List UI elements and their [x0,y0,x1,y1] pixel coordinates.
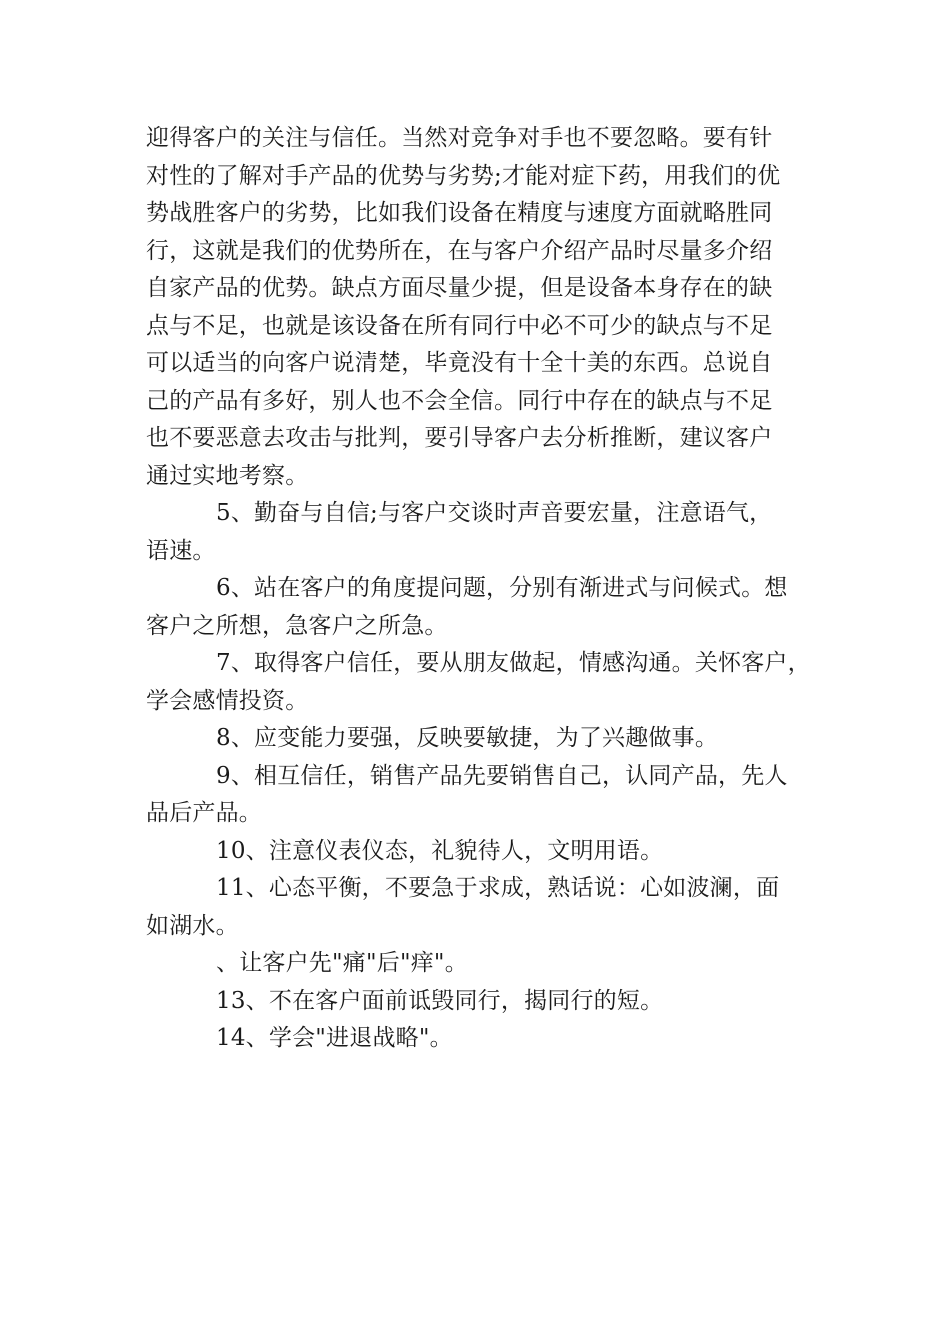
text-line: 可以适当的向客户说清楚，毕竟没有十全十美的东西。总说自 [146,350,773,376]
text-line: 也不要恶意去攻击与批判，要引导客户去分析推断，建议客户 [146,425,773,451]
text-line: 客户之所想，急客户之所急。 [146,612,448,639]
list-item-11: 11、心态平衡，不要急于求成，熟话说：心如波澜，面 [216,875,780,901]
text-line: 迎得客户的关注与信任。当然对竞争对手也不要忽略。要有针 [146,125,773,151]
text-line: 如湖水。 [146,912,239,939]
text-line: 点与不足，也就是该设备在所有同行中必不可少的缺点与不足 [146,312,773,339]
text-line: 自家产品的优势。缺点方面尽量少提，但是设备本身存在的缺 [146,275,773,301]
text-line: 学会感情投资。 [146,687,309,714]
text-line: 行，这就是我们的优势所在，在与客户介绍产品时尽量多介绍 [146,237,773,264]
list-item-13: 13、不在客户面前诋毁同行，揭同行的短。 [216,987,664,1014]
list-item-8: 8、应变能力要强，反映要敏捷，为了兴趣做事。 [216,725,719,751]
text-line: 语速。 [146,537,216,564]
list-item-12: 、让客户先"痛"后"痒"。 [216,950,468,976]
text-line: 己的产品有多好，别人也不会全信。同行中存在的缺点与不足 [146,387,773,414]
body-text [146,120,826,1058]
text-line: 通过实地考察。 [146,462,309,489]
list-item-7: 7、取得客户信任，要从朋友做起，情感沟通。关怀客户， [216,650,811,676]
list-item-14: 14、学会"进退战略"。 [216,1025,453,1051]
text-line: 势战胜客户的劣势，比如我们设备在精度与速度方面就略胜同 [146,200,773,226]
list-item-6: 6、站在客户的角度提问题，分别有渐进式与问候式。想 [216,575,788,601]
text-line: 对性的了解对手产品的优势与劣势;才能对症下药，用我们的优 [146,162,781,189]
text-line: 品后产品。 [146,800,262,826]
list-item-5: 5、勤奋与自信;与客户交谈时声音要宏量，注意语气， [216,500,773,526]
list-item-9: 9、相互信任，销售产品先要销售自己，认同产品，先人 [216,762,788,789]
list-item-10: 10、注意仪表仪态，礼貌待人，文明用语。 [216,837,664,864]
